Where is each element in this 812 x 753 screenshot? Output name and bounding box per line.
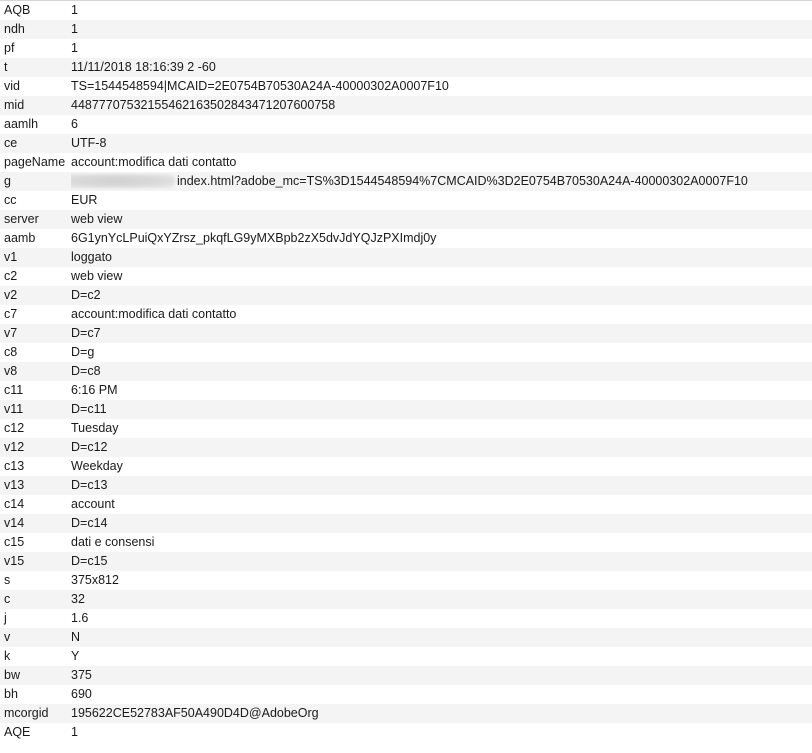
param-row-c13[interactable]	[0, 457, 812, 476]
param-value-cell	[71, 476, 812, 495]
request-parameters-body	[0, 1, 812, 742]
param-row-v1[interactable]	[0, 248, 812, 267]
param-value: 1	[71, 3, 78, 17]
param-value: 1	[71, 41, 78, 55]
param-value: Y	[71, 649, 80, 663]
param-value: index.html?adobe_mc=TS%3D1544548594%7CMCAID%3D2E0754B70530A24A-40000302A0007F10	[177, 174, 748, 188]
param-key: pageName	[0, 153, 71, 172]
param-row-k[interactable]	[0, 647, 812, 666]
param-key: v1	[0, 248, 71, 267]
param-key: t	[0, 58, 71, 77]
param-value-cell	[71, 210, 812, 229]
param-value: D=c7	[71, 326, 101, 340]
param-row-v14[interactable]	[0, 514, 812, 533]
param-value: D=g	[71, 345, 95, 359]
param-key: c13	[0, 457, 71, 476]
param-row-c11[interactable]	[0, 381, 812, 400]
param-key: v8	[0, 362, 71, 381]
param-key: pf	[0, 39, 71, 58]
param-value: account:modifica dati contatto	[71, 155, 237, 169]
param-value-cell	[71, 609, 812, 628]
param-row-cc[interactable]	[0, 191, 812, 210]
param-key: cc	[0, 191, 71, 210]
param-row-c7[interactable]	[0, 305, 812, 324]
param-row-s[interactable]	[0, 571, 812, 590]
param-row-aamlh[interactable]	[0, 115, 812, 134]
param-row-v[interactable]	[0, 628, 812, 647]
param-value-cell	[71, 571, 812, 590]
param-row-v15[interactable]	[0, 552, 812, 571]
param-value-cell	[71, 77, 812, 96]
param-value-cell	[71, 39, 812, 58]
param-value-cell	[71, 267, 812, 286]
param-row-v13[interactable]	[0, 476, 812, 495]
param-value: 1	[71, 725, 78, 739]
param-value: 6	[71, 117, 78, 131]
param-value-cell	[71, 134, 812, 153]
param-value: dati e consensi	[71, 535, 155, 549]
param-row-vid[interactable]	[0, 77, 812, 96]
param-key: s	[0, 571, 71, 590]
param-key: c11	[0, 381, 71, 400]
param-value: 6:16 PM	[71, 383, 118, 397]
param-value: TS=1544548594|MCAID=2E0754B70530A24A-40000302A0007F10	[71, 79, 449, 93]
param-value-cell	[71, 647, 812, 666]
param-row-v8[interactable]	[0, 362, 812, 381]
param-value-cell	[71, 457, 812, 476]
param-row-v11[interactable]	[0, 400, 812, 419]
param-value: Weekday	[71, 459, 123, 473]
param-value-cell	[71, 343, 812, 362]
param-row-c12[interactable]	[0, 419, 812, 438]
param-row-mid[interactable]	[0, 96, 812, 115]
param-key: AQE	[0, 723, 71, 742]
param-value-cell	[71, 495, 812, 514]
param-value: web view	[71, 269, 123, 283]
param-value-cell	[71, 438, 812, 457]
param-row-c2[interactable]	[0, 267, 812, 286]
param-value-cell	[71, 248, 812, 267]
param-row-ce[interactable]	[0, 134, 812, 153]
param-value-cell	[71, 685, 812, 704]
param-key: bh	[0, 685, 71, 704]
param-value: account	[71, 497, 115, 511]
param-value: 690	[71, 687, 92, 701]
param-key: k	[0, 647, 71, 666]
param-key: c15	[0, 533, 71, 552]
param-row-aqb[interactable]	[0, 1, 812, 20]
param-value-cell	[71, 172, 812, 191]
param-value-cell	[71, 381, 812, 400]
param-value: N	[71, 630, 81, 644]
param-key: mid	[0, 96, 71, 115]
param-value: 6G1ynYcLPuiQxYZrsz_pkqfLG9yMXBpb2zX5dvJdYQJzPXImdj0y	[71, 231, 437, 245]
param-row-c8[interactable]	[0, 343, 812, 362]
param-row-bh[interactable]	[0, 685, 812, 704]
param-key: ce	[0, 134, 71, 153]
param-row-v2[interactable]	[0, 286, 812, 305]
param-key: c7	[0, 305, 71, 324]
param-value: 1.6	[71, 611, 89, 625]
param-row-bw[interactable]	[0, 666, 812, 685]
param-value-cell	[71, 1, 812, 20]
param-value-cell	[71, 324, 812, 343]
param-value-cell	[71, 96, 812, 115]
param-row-aqe[interactable]	[0, 723, 812, 742]
param-row-v12[interactable]	[0, 438, 812, 457]
param-key: v15	[0, 552, 71, 571]
param-value: EUR	[71, 193, 98, 207]
param-value-cell	[71, 514, 812, 533]
param-value: account:modifica dati contatto	[71, 307, 237, 321]
param-value: D=c13	[71, 478, 108, 492]
param-key: aamb	[0, 229, 71, 248]
param-key: c14	[0, 495, 71, 514]
param-value: 375	[71, 668, 92, 682]
param-row-aamb[interactable]	[0, 229, 812, 248]
param-value-cell	[71, 229, 812, 248]
param-value: 11/11/2018 18:16:39 2 -60	[71, 60, 216, 74]
param-key: v13	[0, 476, 71, 495]
param-value-cell	[71, 590, 812, 609]
param-row-c14[interactable]	[0, 495, 812, 514]
param-value: 44877707532155462163502843471207600758	[71, 98, 336, 112]
param-value-cell	[71, 362, 812, 381]
param-key: aamlh	[0, 115, 71, 134]
param-value: D=c15	[71, 554, 108, 568]
param-value-cell	[71, 305, 812, 324]
param-row-v7[interactable]	[0, 324, 812, 343]
param-key: c	[0, 590, 71, 609]
redacted-blur	[71, 174, 175, 188]
param-value: 195622CE52783AF50A490D4D@AdobeOrg	[71, 706, 319, 720]
param-value-cell	[71, 115, 812, 134]
param-value-cell	[71, 704, 812, 723]
param-row-t[interactable]	[0, 58, 812, 77]
param-value-cell	[71, 286, 812, 305]
param-key: v	[0, 628, 71, 647]
param-value: D=c14	[71, 516, 108, 530]
param-value-cell	[71, 419, 812, 438]
param-value-cell	[71, 191, 812, 210]
param-key: v11	[0, 400, 71, 419]
param-value: UTF-8	[71, 136, 107, 150]
param-value-cell	[71, 533, 812, 552]
param-key: v14	[0, 514, 71, 533]
param-key: mcorgid	[0, 704, 71, 723]
param-value: 32	[71, 592, 85, 606]
param-value: 375x812	[71, 573, 119, 587]
param-value: D=c8	[71, 364, 101, 378]
param-row-j[interactable]	[0, 609, 812, 628]
param-row-ndh[interactable]	[0, 20, 812, 39]
param-value-cell	[71, 666, 812, 685]
param-key: vid	[0, 77, 71, 96]
param-key: bw	[0, 666, 71, 685]
param-key: c12	[0, 419, 71, 438]
param-row-mcorgid[interactable]	[0, 704, 812, 723]
param-value: D=c2	[71, 288, 101, 302]
param-value-cell	[71, 400, 812, 419]
param-value-cell	[71, 628, 812, 647]
param-value-cell	[71, 723, 812, 742]
param-key: v2	[0, 286, 71, 305]
request-parameters-table	[0, 1, 812, 742]
param-row-server[interactable]	[0, 210, 812, 229]
param-value-cell	[71, 153, 812, 172]
param-value-cell	[71, 20, 812, 39]
param-row-g[interactable]	[0, 172, 812, 191]
param-value: D=c11	[71, 402, 107, 416]
param-key: c8	[0, 343, 71, 362]
param-row-c[interactable]	[0, 590, 812, 609]
param-value: 1	[71, 22, 78, 36]
param-key: AQB	[0, 1, 71, 20]
param-row-pf[interactable]	[0, 39, 812, 58]
param-key: j	[0, 609, 71, 628]
param-key: v7	[0, 324, 71, 343]
param-value-cell	[71, 552, 812, 571]
param-value: loggato	[71, 250, 113, 264]
param-key: c2	[0, 267, 71, 286]
param-value: D=c12	[71, 440, 108, 454]
param-key: ndh	[0, 20, 71, 39]
param-key: server	[0, 210, 71, 229]
param-row-c15[interactable]	[0, 533, 812, 552]
param-value-cell	[71, 58, 812, 77]
param-key: v12	[0, 438, 71, 457]
param-row-pagename[interactable]	[0, 153, 812, 172]
param-value: Tuesday	[71, 421, 119, 435]
param-key: g	[0, 172, 71, 191]
param-value: web view	[71, 212, 123, 226]
